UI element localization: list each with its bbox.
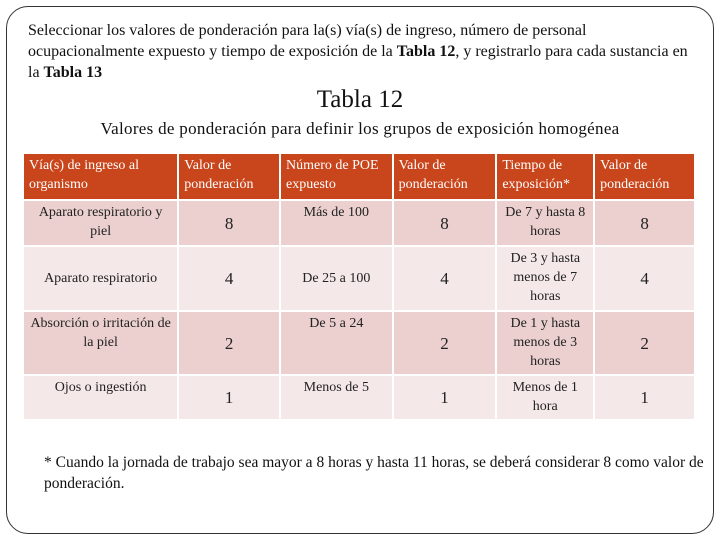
table-row	[23, 246, 695, 311]
cell: 2	[393, 311, 497, 375]
intro-part: Seleccionar los valores de ponderación para la(s) vía(s) de ingreso, número de personal ocupacionalmente expuesto y tiempo de exposición de la	[28, 22, 587, 60]
cell: 8	[393, 200, 497, 246]
intro-bold: Tabla 13	[43, 64, 103, 81]
cell: De 25 a 100	[280, 246, 393, 311]
cell: 2	[178, 311, 280, 375]
cell: Aparato respiratorio	[23, 246, 178, 311]
intro-part: , y registrarlo para cada sustancia en la	[28, 43, 688, 81]
cell: Más de 100	[280, 200, 393, 246]
cell: 8	[178, 200, 280, 246]
cell: De 5 a 24	[280, 311, 393, 375]
table-row	[23, 375, 695, 420]
header-row	[23, 153, 695, 200]
footnote: * Cuando la jornada de trabajo sea mayor a 8 horas y hasta 11 horas, se deberá considerar 8 como valor de ponderación.	[44, 454, 704, 492]
cell: 4	[393, 246, 497, 311]
cell: 8	[594, 200, 695, 246]
header-cell: Tiempo de exposición*	[496, 153, 594, 200]
table-subtitle: Valores de ponderación para definir los grupos de exposición homogénea	[100, 119, 620, 138]
cell: 4	[178, 246, 280, 311]
cell: De 1 y hasta menos de 3 horas	[496, 311, 594, 375]
cell: De 7 y hasta 8 horas	[496, 200, 594, 246]
cell: 4	[594, 246, 695, 311]
cell: Ojos o ingestión	[23, 375, 178, 420]
cell: Menos de 1 hora	[496, 375, 594, 420]
cell: Menos de 5	[280, 375, 393, 420]
cell: 1	[393, 375, 497, 420]
header-cell: Valor de ponderación	[594, 153, 695, 200]
intro-bold: Tabla 12	[396, 43, 456, 60]
cell: 1	[178, 375, 280, 420]
weighting-table	[22, 152, 696, 421]
header-cell: Número de POE expuesto	[280, 153, 393, 200]
cell: Aparato respiratorio y piel	[23, 200, 178, 246]
header-cell: Valor de ponderación	[178, 153, 280, 200]
table-title: Tabla 12	[316, 86, 404, 113]
table-row	[23, 311, 695, 375]
header-cell: Vía(s) de ingreso al organismo	[23, 153, 178, 200]
cell: 2	[594, 311, 695, 375]
cell: De 3 y hasta menos de 7 horas	[496, 246, 594, 311]
table-row	[23, 200, 695, 246]
cell: 1	[594, 375, 695, 420]
intro-text	[28, 20, 698, 83]
cell: Absorción o irritación de la piel	[23, 311, 178, 375]
header-cell: Valor de ponderación	[393, 153, 497, 200]
